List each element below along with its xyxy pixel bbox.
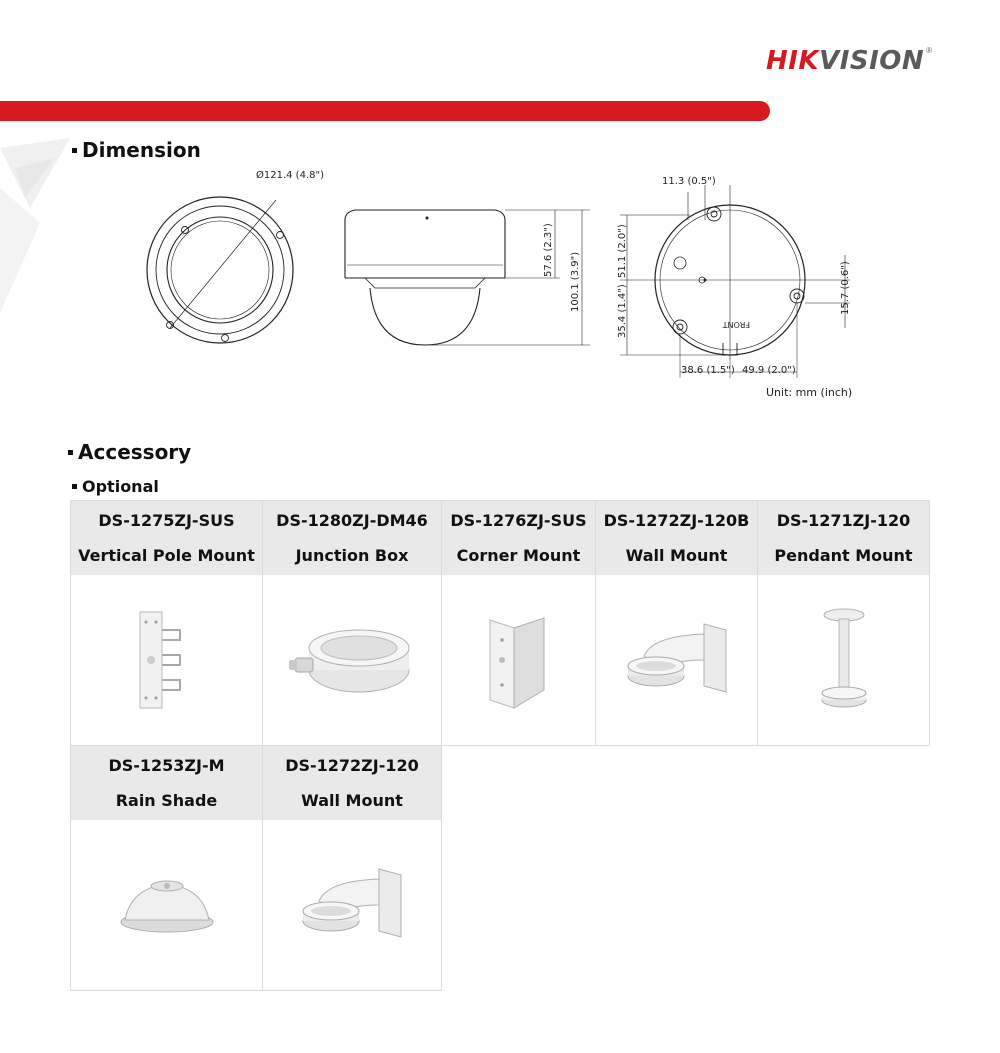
bullet-square-icon: [72, 148, 77, 153]
hikvision-logo: [766, 46, 946, 80]
accessory-heading-text: Accessory: [78, 440, 192, 464]
corner-mount-icon: [442, 575, 595, 745]
accessory-name: Wall Mount: [301, 791, 403, 810]
accessory-heading: [68, 440, 191, 464]
accessory-card: [757, 500, 930, 746]
accessory-card: [70, 745, 263, 991]
accessory-model: DS-1276ZJ-SUS: [450, 511, 587, 530]
bullet-square-icon: [68, 450, 73, 455]
horizontal-left-label: 38.6 (1.5"): [681, 365, 735, 376]
top-offset-label: 11.3 (0.5"): [662, 176, 716, 187]
accessory-header: [442, 501, 595, 575]
accessory-card: [70, 500, 263, 746]
accessory-header: [71, 501, 262, 575]
dimension-drawing: [130, 160, 860, 410]
accessory-name: Wall Mount: [625, 546, 728, 565]
decorative-watermark: [0, 128, 80, 318]
accessory-name: Corner Mount: [456, 546, 581, 565]
bullet-square-icon: [72, 484, 77, 489]
unit-label: Unit: mm (inch): [766, 386, 853, 399]
accessory-model: DS-1275ZJ-SUS: [98, 511, 235, 530]
accessory-header: [263, 501, 441, 575]
registered-mark: ®: [926, 46, 933, 55]
dimension-heading-text: Dimension: [82, 138, 201, 162]
upper-height-label: 57.6 (2.3"): [543, 223, 554, 277]
accessory-name: Pendant Mount: [774, 546, 913, 565]
horizontal-right-label: 49.9 (2.0"): [742, 365, 796, 376]
accessory-name: Junction Box: [295, 546, 409, 565]
logo-vision: VISION: [819, 46, 925, 76]
pendant-mount-icon: [758, 575, 929, 745]
right-height-label: 15.7 (0.6"): [840, 261, 851, 315]
accessory-card: [595, 500, 758, 746]
accessory-card: [441, 500, 596, 746]
vertical-pole-mount-icon: [71, 575, 262, 745]
front-view: [147, 197, 293, 343]
accessory-model: DS-1272ZJ-120B: [603, 511, 750, 530]
accessory-model: DS-1271ZJ-120: [776, 511, 911, 530]
junction-box-icon: [263, 575, 441, 745]
accessory-header: [71, 746, 262, 820]
vertical-lower-label: 35.4 (1.4"): [617, 284, 628, 338]
back-view: [620, 185, 850, 378]
optional-heading: [72, 477, 159, 496]
header-red-bar: [0, 101, 770, 121]
vertical-upper-label: 51.1 (2.0"): [617, 224, 628, 278]
diameter-label: Ø121.4 (4.8"): [256, 170, 324, 181]
accessory-name: Vertical Pole Mount: [78, 546, 255, 565]
accessory-name: Rain Shade: [115, 791, 218, 810]
accessory-model: DS-1272ZJ-120: [285, 756, 419, 775]
optional-heading-text: Optional: [82, 477, 159, 496]
total-height-label: 100.1 (3.9"): [570, 251, 581, 312]
rain-shade-icon: [71, 820, 262, 990]
wall-mount-icon: [596, 575, 757, 745]
accessory-header: [263, 746, 441, 820]
front-label: FRONT: [722, 320, 750, 329]
accessory-card: [262, 745, 442, 991]
accessory-header: [596, 501, 757, 575]
accessory-card: [262, 500, 442, 746]
accessory-header: [758, 501, 929, 575]
accessory-model: DS-1280ZJ-DM46: [276, 511, 428, 530]
logo-hik: HIK: [766, 46, 820, 76]
wall-mount-icon: [263, 820, 441, 990]
dimension-heading: [72, 138, 201, 162]
accessory-model: DS-1253ZJ-M: [108, 756, 225, 775]
